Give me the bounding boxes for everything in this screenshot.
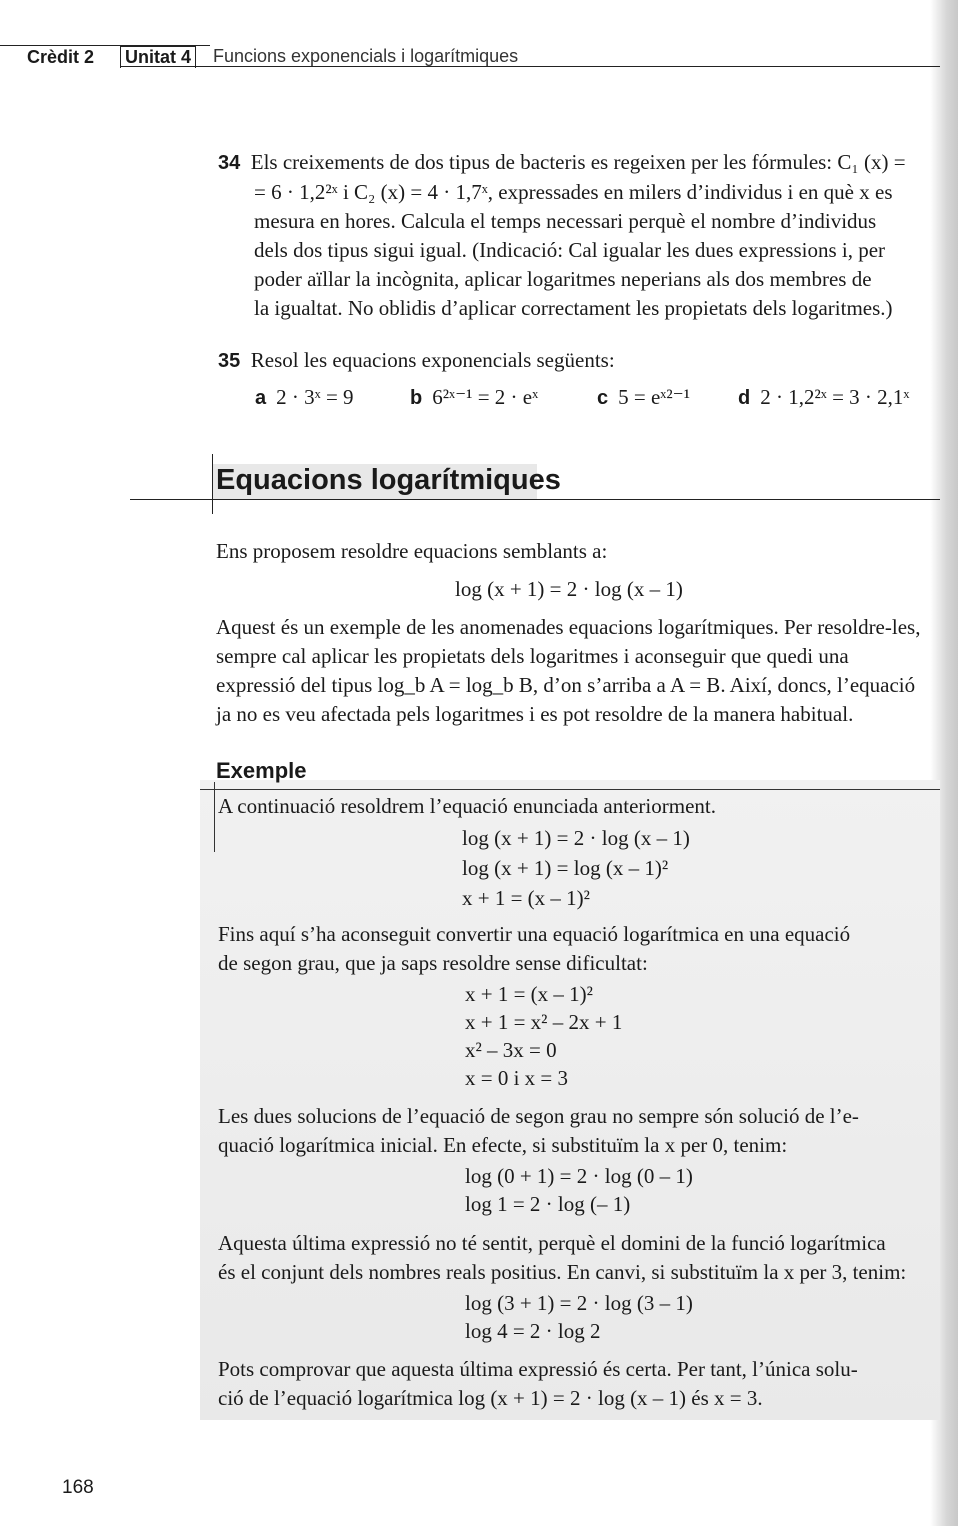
example-text-line: quació logarítmica inicial. En efecte, si substituïm la x per 0, tenim: xyxy=(218,1133,788,1157)
equation-line: x² – 3x = 0 xyxy=(465,1038,557,1062)
equation-line: log 4 = 2 · log 2 xyxy=(465,1319,601,1343)
ex35-item-a xyxy=(255,383,354,412)
item-letter: c xyxy=(597,387,609,409)
equation-line: x + 1 = x² – 2x + 1 xyxy=(465,1010,623,1034)
ex34-line-3: mesura en hores. Calcula el temps necessari perquè el nombre d’individus xyxy=(254,209,877,233)
ex35-item-b xyxy=(410,383,538,412)
section-intro-equation: log (x + 1) = 2 · log (x – 1) xyxy=(455,577,683,601)
equation-line: log (0 + 1) = 2 · log (0 – 1) xyxy=(465,1164,693,1188)
section-vertical-rule xyxy=(212,454,213,514)
example-text-4 xyxy=(218,1355,940,1413)
example-steps-4 xyxy=(465,1289,693,1345)
example-horizontal-rule xyxy=(200,789,940,790)
ex34-line-4: dels dos tipus sigui igual. (Indicació: Cal igualar les dues expressions i, per xyxy=(254,238,886,262)
section-body-line: Aquest és un exemple de les anomenades equacions logarítmiques. Per resoldre-les, xyxy=(216,615,921,639)
header-credit: Crèdit 2 xyxy=(27,47,95,67)
exercise-34-line xyxy=(218,148,940,178)
ex35-text: Resol les equacions exponencials següents: xyxy=(250,348,615,372)
example-text-3 xyxy=(218,1229,940,1287)
example-text-line: és el conjunt dels nombres reals positius. En canvi, si substituïm la x per 3, tenim: xyxy=(218,1260,907,1284)
equation-line: log (x + 1) = 2 · log (x – 1) xyxy=(462,826,690,850)
section-body-line: sempre cal aplicar les propietats dels logaritmes i aconseguir que quedi una xyxy=(216,644,849,668)
equation-line: log 1 = 2 · log (– 1) xyxy=(465,1192,631,1216)
ex34-line-6: la igualtat. No oblidis d’aplicar correctament les propietats dels logaritmes.) xyxy=(254,296,893,320)
section-body xyxy=(216,613,940,729)
example-steps-2 xyxy=(465,980,622,1092)
ex35-equation: 2 · 3ˣ = 9 xyxy=(276,385,354,409)
example-steps-1 xyxy=(462,824,690,912)
equation-line: log (x + 1) = log (x – 1)² xyxy=(462,856,669,880)
header-title: Funcions exponencials i logarítmiques xyxy=(213,46,519,66)
exercise-35 xyxy=(218,346,940,376)
ex34-line-5: poder aïllar la incògnita, aplicar logaritmes neperians als dos membres de xyxy=(254,267,872,291)
example-text-line: Les dues solucions de l’equació de segon grau no sempre són solució de l’e- xyxy=(218,1104,859,1128)
ex35-item-d xyxy=(738,383,910,412)
header-unit: Unitat 4 xyxy=(120,46,196,68)
example-text-line: Aquesta última expressió no té sentit, perquè el domini de la funció logarítmica xyxy=(218,1231,886,1255)
ex35-equation: 5 = eˣ²⁻¹ xyxy=(618,385,691,409)
section-title: Equacions logarítmiques xyxy=(216,464,561,496)
ex35-item-c xyxy=(597,383,690,412)
section-body-line: ja no es veu afectada pels logaritmes i es pot resoldre de la manera habitual. xyxy=(216,702,854,726)
example-intro: A continuació resoldrem l’equació enunciada anteriorment. xyxy=(218,794,716,818)
example-text-1 xyxy=(218,920,940,978)
example-vertical-rule xyxy=(214,782,215,852)
item-letter: d xyxy=(738,387,751,409)
example-text-2 xyxy=(218,1102,940,1160)
section-body-line: expressió del tipus log_b A = log_b B, d’on s’arriba a A = B. Així, doncs, l’equació xyxy=(216,673,916,697)
example-text-line: ció de l’equació logarítmica log (x + 1) = 2 · log (x – 1) és x = 3. xyxy=(218,1386,763,1410)
example-text-line: de segon grau, que ja saps resoldre sense dificultat: xyxy=(218,951,648,975)
equation-line: x = 0 i x = 3 xyxy=(465,1066,569,1090)
example-text-line: Fins aquí s’ha aconseguit convertir una equació logarítmica en una equació xyxy=(218,922,851,946)
example-text-line: Pots comprovar que aquesta última expressió és certa. Per tant, l’única solu- xyxy=(218,1357,858,1381)
equation-line: log (3 + 1) = 2 · log (3 – 1) xyxy=(465,1291,693,1315)
exercise-number: 34 xyxy=(218,152,241,174)
ex34-line-2: = 6 · 1,2²ˣ i C₂ (x) = 4 · 1,7ˣ, expressades en milers d’individus i en què x es xyxy=(254,180,893,204)
equation-line: x + 1 = (x – 1)² xyxy=(462,886,590,910)
ex34-line-1: Els creixements de dos tipus de bacteris es regeixen per les fórmules: C₁ (x) = xyxy=(250,150,906,174)
example-title: Exemple xyxy=(216,758,307,783)
item-letter: b xyxy=(410,387,423,409)
exercise-number: 35 xyxy=(218,350,241,372)
ex35-equation: 2 · 1,2²ˣ = 3 · 2,1ˣ xyxy=(760,385,910,409)
item-letter: a xyxy=(255,387,267,409)
section-horizontal-rule xyxy=(130,499,940,500)
section-intro: Ens proposem resoldre equacions semblants a: xyxy=(216,539,608,563)
exercise-34 xyxy=(218,148,940,323)
example-steps-3 xyxy=(465,1162,693,1218)
page-number: 168 xyxy=(62,1477,94,1498)
ex35-equation: 6²ˣ⁻¹ = 2 · eˣ xyxy=(432,385,539,409)
equation-line: x + 1 = (x – 1)² xyxy=(465,982,593,1006)
